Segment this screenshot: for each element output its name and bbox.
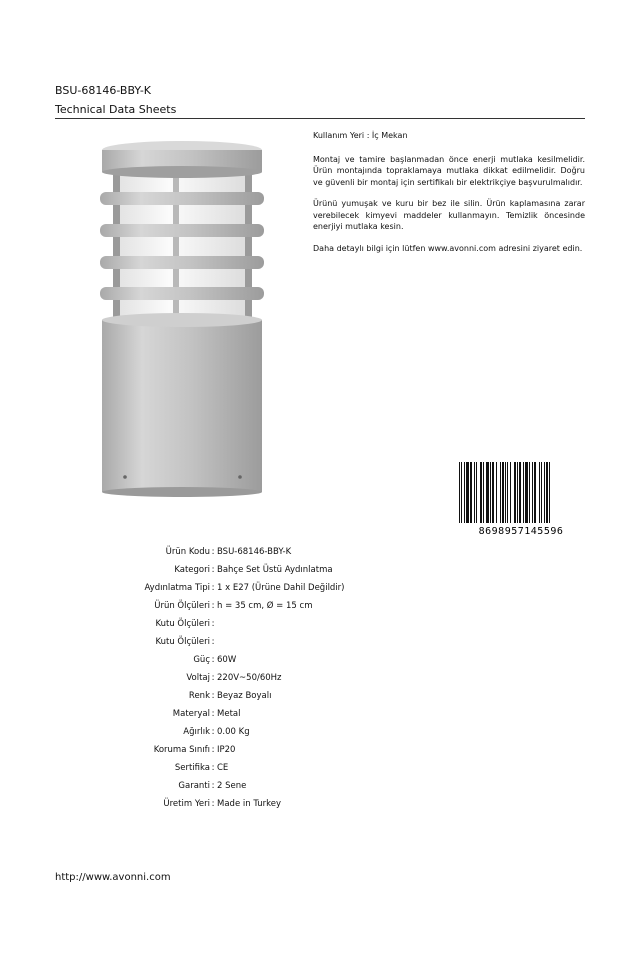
spec-label: Güç — [193, 655, 210, 665]
spec-label: Ürün Ölçüleri — [154, 601, 210, 611]
barcode-bar — [514, 462, 516, 523]
barcode-bar — [546, 462, 548, 523]
spec-value: 2 Sene — [217, 781, 247, 791]
spec-row — [100, 563, 345, 581]
spec-row — [100, 617, 345, 635]
barcode-bar — [525, 462, 528, 523]
spec-value: 220V~50/60Hz — [217, 673, 282, 683]
info-paragraph: Ürünü yumuşak ve kuru bir bez ile silin. Ürün kaplamasına zarar verebilecek kimyevi maddeler kullanmayın. Temizlik öncesinde enerjiyi mutlaka kesin. — [313, 199, 585, 231]
barcode-bar — [532, 462, 533, 523]
spec-separator: : — [211, 655, 215, 665]
spec-value — [216, 635, 217, 653]
spec-label: Renk — [188, 691, 210, 701]
barcode-bar — [507, 462, 508, 523]
spec-label: Garanti — [178, 781, 210, 791]
barcode-bar — [480, 462, 482, 523]
spec-label: Üretim Yeri — [163, 799, 210, 809]
spec-label: Ağırlık — [183, 727, 210, 737]
barcode-bar — [496, 462, 497, 523]
barcode-bar — [492, 462, 494, 523]
header-product-code: BSU-68146-BBY-K — [55, 84, 152, 97]
spec-row — [100, 761, 345, 779]
barcode-bar — [464, 462, 465, 523]
barcode-bar — [534, 462, 536, 523]
spec-separator: : — [211, 565, 215, 575]
barcode-bar — [461, 462, 462, 523]
barcode-bar — [474, 462, 475, 523]
spec-separator: : — [211, 727, 215, 737]
spec-value: IP20 — [217, 745, 236, 755]
barcode-bar — [549, 462, 550, 523]
spec-separator: : — [211, 547, 215, 557]
spec-value: 60W — [217, 655, 237, 665]
barcode-bar — [510, 462, 511, 523]
spec-value: 1 x E27 (Ürüne Dahil Değildir) — [217, 583, 345, 593]
product-info — [313, 130, 585, 264]
spec-label: Materyal — [172, 709, 210, 719]
spec-value: 0.00 Kg — [217, 727, 250, 737]
barcode-bar — [539, 462, 540, 523]
spec-separator: : — [211, 673, 215, 683]
barcode-bar — [459, 462, 460, 523]
header-rule — [55, 118, 585, 119]
spec-table — [100, 545, 345, 815]
spec-value: Beyaz Boyalı — [217, 691, 272, 701]
barcode-bar — [500, 462, 501, 523]
barcode — [457, 462, 585, 536]
barcode-bar — [529, 462, 530, 523]
spec-value: CE — [217, 763, 229, 773]
spec-label: Kutu Ölçüleri — [155, 637, 210, 647]
barcode-bar — [470, 462, 472, 523]
spec-label: Ürün Kodu — [165, 547, 210, 557]
spec-separator: : — [211, 691, 215, 701]
spec-row — [100, 743, 345, 761]
barcode-bar — [490, 462, 491, 523]
spec-row — [100, 689, 345, 707]
spec-row — [100, 635, 345, 653]
spec-separator: : — [211, 745, 215, 755]
barcode-bar — [476, 462, 477, 523]
info-paragraph: Daha detaylı bilgi için lütfen www.avonni.com adresini ziyaret edin. — [313, 243, 583, 253]
spec-row — [100, 779, 345, 797]
spec-row — [100, 797, 345, 815]
spec-row — [100, 653, 345, 671]
spec-separator: : — [211, 781, 215, 791]
barcode-bar — [541, 462, 542, 523]
spec-row — [100, 581, 345, 599]
spec-label: Sertifika — [174, 763, 210, 773]
spec-separator: : — [211, 583, 215, 593]
product-image — [95, 140, 270, 500]
spec-row — [100, 707, 345, 725]
barcode-bar — [544, 462, 545, 523]
usage-location: Kullanım Yeri : İç Mekan — [313, 131, 408, 140]
spec-value: Metal — [217, 709, 241, 719]
spec-value — [216, 617, 217, 635]
barcode-bar — [483, 462, 484, 523]
spec-separator: : — [211, 637, 215, 647]
spec-label: Voltaj — [186, 673, 210, 683]
header-subtitle: Technical Data Sheets — [55, 103, 177, 116]
barcode-bar — [519, 462, 521, 523]
spec-separator: : — [211, 601, 215, 611]
spec-label: Aydınlatma Tipi — [144, 583, 210, 593]
spec-value: Bahçe Set Üstü Aydınlatma — [217, 565, 333, 575]
info-paragraph: Montaj ve tamire başlanmadan önce enerji mutlaka kesilmelidir. Ürün montajında topraklamaya mutlaka dikkat edilmelidir. Doğru ve güvenli bir montaj için sertifikalı bir elektrikçiye başvurulmalıdır. — [313, 154, 585, 187]
spec-label: Kutu Ölçüleri — [155, 619, 210, 629]
barcode-digits: 8698957145596 — [478, 526, 564, 536]
spec-separator: : — [211, 799, 215, 809]
barcode-bar — [517, 462, 518, 523]
spec-separator: : — [211, 619, 215, 629]
spec-value: BSU-68146-BBY-K — [217, 547, 292, 557]
barcode-bar — [523, 462, 524, 523]
spec-separator: : — [211, 709, 215, 719]
spec-label: Kategori — [174, 565, 210, 575]
spec-row — [100, 725, 345, 743]
spec-row — [100, 599, 345, 617]
footer-website-link[interactable]: http://www.avonni.com — [55, 872, 171, 883]
spec-row — [100, 545, 345, 563]
barcode-bar — [486, 462, 489, 523]
spec-label: Koruma Sınıfı — [153, 745, 210, 755]
barcode-bar — [502, 462, 504, 523]
barcode-bar — [466, 462, 469, 523]
spec-value: h = 35 cm, Ø = 15 cm — [217, 601, 313, 611]
spec-separator: : — [211, 763, 215, 773]
spec-value: Made in Turkey — [217, 799, 281, 809]
spec-row — [100, 671, 345, 689]
barcode-bar — [505, 462, 506, 523]
